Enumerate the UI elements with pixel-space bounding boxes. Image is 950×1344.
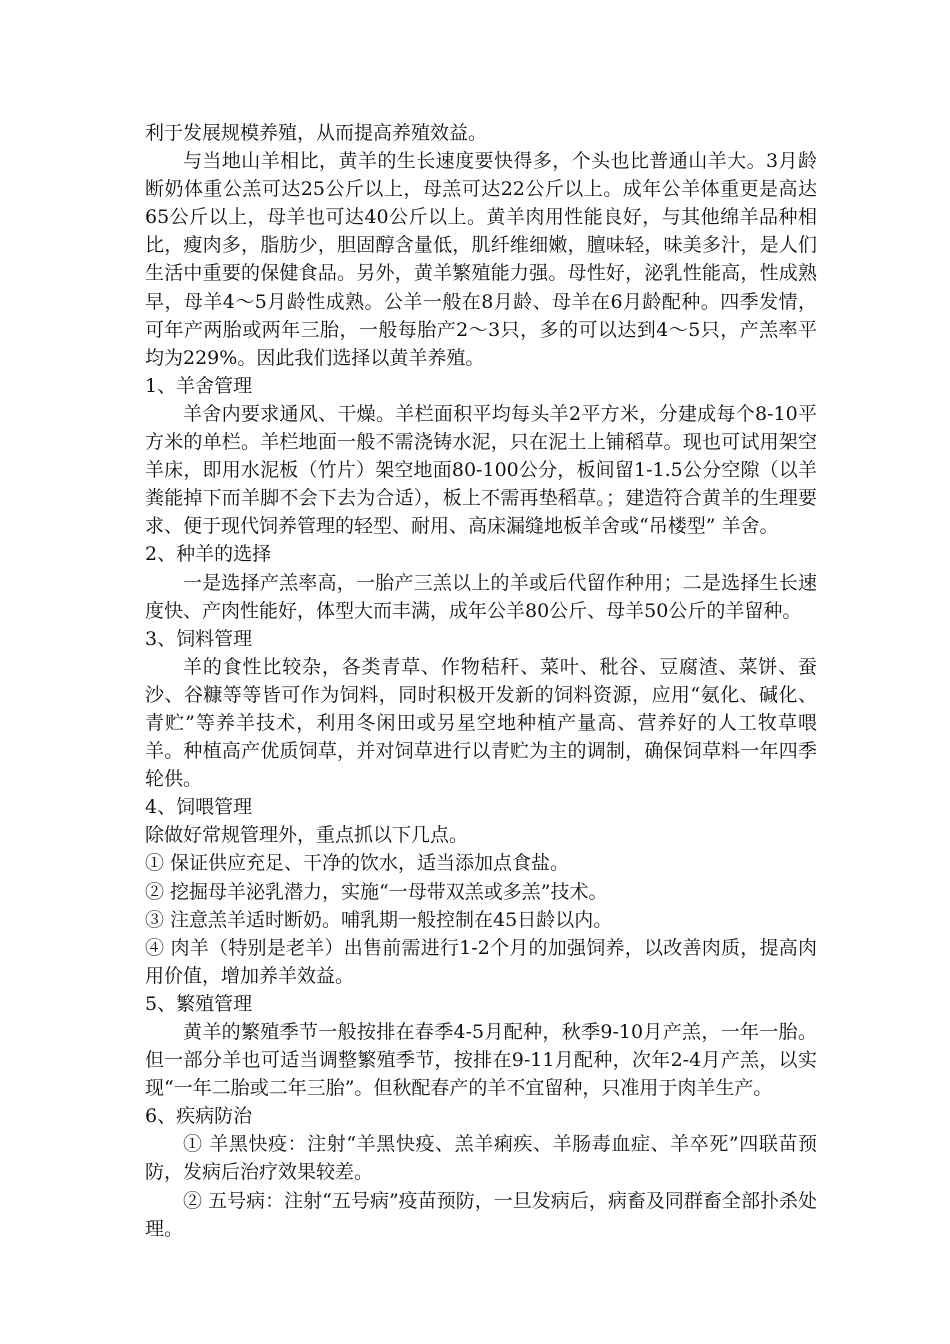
section-heading: 2、种羊的选择 [145, 543, 272, 566]
paragraph: ① 保证供应充足、干净的饮水，适当添加点食盐。 [145, 852, 570, 875]
paragraph: 除做好常规管理外，重点抓以下几点。 [145, 824, 469, 847]
paragraph: 羊舍内要求通风、干燥。羊栏面积平均每头羊2平方米，分建成每个8-10平方米的单栏。羊栏地面一般不需浇铸水泥，只在泥土上铺稻草。现也可试用架空羊床，即用水泥板（竹片）架空地面80-100公分，板间留1-1.5公分空隙（以羊粪能掉下而羊脚不会下去为合适），板上不需再垫稻草。；建造符合黄羊的生理要求、便于现代饲养管理的轻型、耐用、高床漏缝地板羊舍或“吊楼型” 羊舍。 [145, 402, 817, 538]
section-heading: 3、饲料管理 [145, 627, 253, 650]
document-body [145, 119, 817, 1243]
section-heading: 5、繁殖管理 [145, 992, 253, 1015]
paragraph: ④ 肉羊（特别是老羊）出售前需进行1-2个月的加强饲养，以改善肉质，提高肉用价值，增加养羊效益。 [145, 936, 817, 987]
paragraph: 一是选择产羔率高，一胎产三羔以上的羊或后代留作种用；二是选择生长速度快、产肉性能好，体型大而丰满，成年公羊80公斤、母羊50公斤的羊留种。 [145, 571, 817, 622]
paragraph: 利于发展规模养殖，从而提高养殖效益。 [145, 122, 488, 144]
paragraph: ③ 注意羔羊适时断奶。哺乳期一般控制在45日龄以内。 [145, 908, 613, 931]
section-heading: 4、饲喂管理 [145, 796, 253, 819]
section-heading: 1、羊舍管理 [145, 374, 253, 397]
paragraph: 与当地山羊相比，黄羊的生长速度要快得多，个头也比普通山羊大。3月龄断奶体重公羔可达25公斤以上，母羔可达22公斤以上。成年公羊体重更是高达65公斤以上，母羊也可达40公斤以上。黄羊肉用性能良好，与其他绵羊品种相比，瘦肉多，脂肪少，胆固醇含量低，肌纤维细嫩，膻味轻，味美多汁，是人们生活中重要的保健食品。另外，黄羊繁殖能力强。母性好，泌乳性能高，性成熟早，母羊4～5月龄性成熟。公羊一般在8月龄、母羊在6月龄配种。四季发情，可年产两胎或两年三胎，一般每胎产2～3只，多的可以达到4～5只，产羔率平均为229%。因此我们选择以黄羊养殖。 [145, 150, 817, 369]
paragraph: 羊的食性比较杂，各类青草、作物秸秆、菜叶、秕谷、豆腐渣、菜饼、蚕沙、谷糠等等皆可作为饲料，同时积极开发新的饲料资源，应用“氨化、碱化、青贮”等养羊技术，利用冬闲田或另星空地种植产量高、营养好的人工牧草喂羊。种植高产优质饲草，并对饲草进行以青贮为主的调制，确保饲草料一年四季轮供。 [145, 655, 817, 791]
paragraph: ② 挖掘母羊泌乳潜力，实施“一母带双羔或多羔”技术。 [145, 880, 608, 903]
paragraph: ② 五号病：注射“五号病”疫苗预防，一旦发病后，病畜及同群畜全部扑杀处理。 [145, 1189, 817, 1240]
paragraph: ① 羊黑快疫：注射“羊黑快疫、羔羊痢疾、羊肠毒血症、羊卒死”四联苗预防，发病后治疗效果较差。 [145, 1133, 817, 1184]
paragraph: 黄羊的繁殖季节一般按排在春季4-5月配种，秋季9-10月产羔，一年一胎。但一部分羊也可适当调整繁殖季节，按排在9-11月配种，次年2-4月产羔，以实现“一年二胎或二年三胎”。但秋配春产的羊不宜留种，只准用于肉羊生产。 [145, 1021, 817, 1100]
section-heading: 6、疾病防治 [145, 1105, 253, 1128]
